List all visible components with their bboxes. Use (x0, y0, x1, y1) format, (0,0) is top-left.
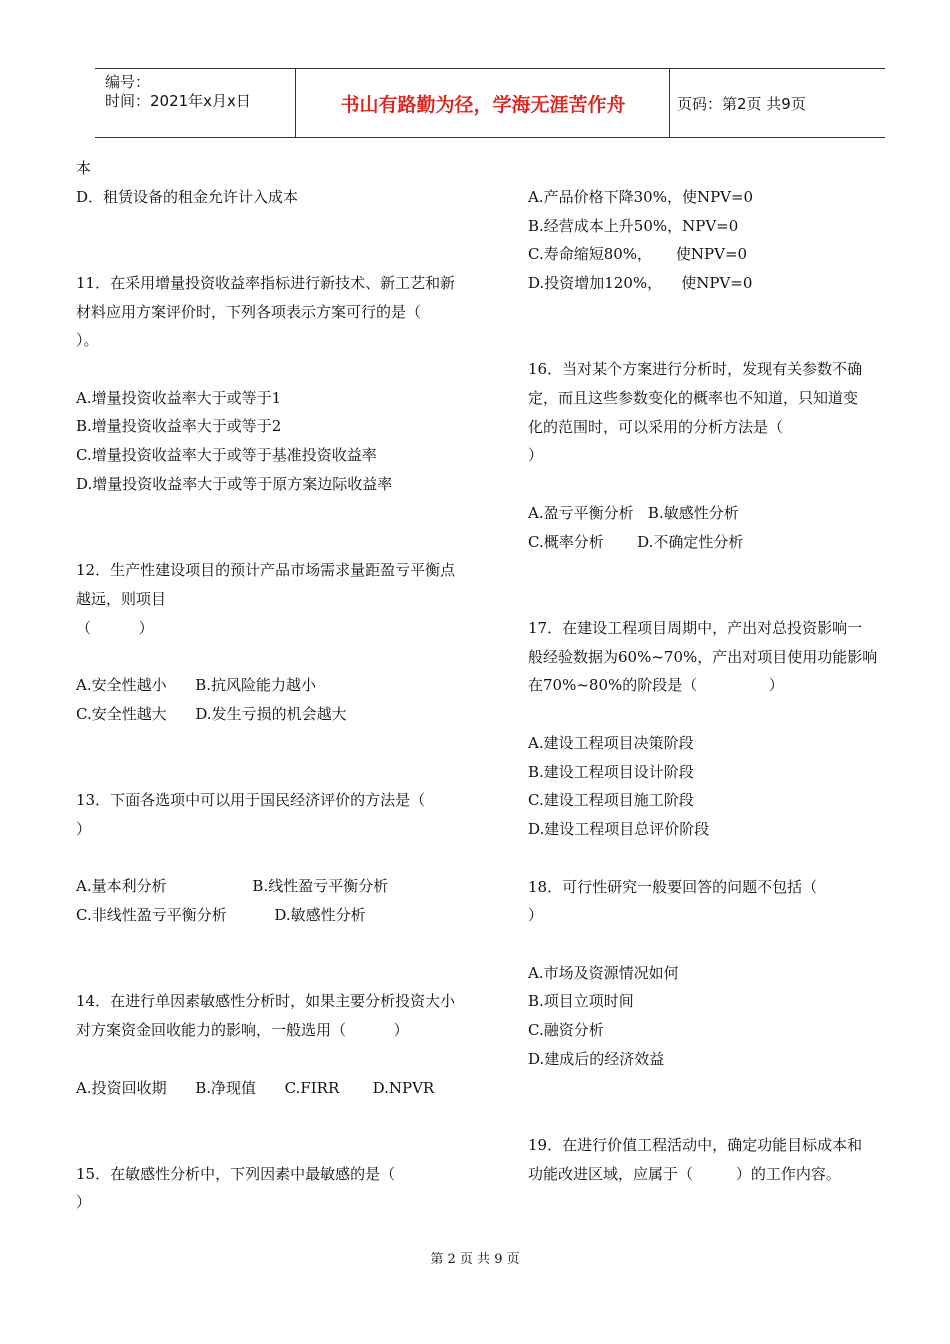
option-b: B.建设工程项目设计阶段 (528, 763, 694, 781)
text-line: ） (76, 820, 92, 838)
header-motto: 书山有路勤为径，学海无涯苦作舟 (340, 93, 626, 116)
text-line: 般经验数据为60%~70%，产出对项目使用功能影响 (528, 648, 878, 666)
text-line: （ ） (76, 619, 154, 637)
text-line: 在70%~80%的阶段是（ ） (528, 676, 784, 694)
option-row: A.量本利分析 B.线性盈亏平衡分析 (76, 877, 389, 895)
text-line: 越远，则项目 (76, 590, 167, 608)
option-row: A.投资回收期 B.净现值 C.FIRR D.NPVR (76, 1079, 435, 1097)
option-row: C.安全性越大 D.发生亏损的机会越大 (76, 705, 347, 723)
option-c: C.增量投资收益率大于或等于基准投资收益率 (76, 446, 377, 464)
page-header (95, 68, 885, 138)
header-divider (669, 69, 670, 137)
question-17: 17．在建设工程项目周期中，产出对总投资影响一 (528, 619, 863, 637)
question-14: 14．在进行单因素敏感性分析时，如果主要分析投资大小 (76, 992, 456, 1010)
document-time-label: 时间：2021年x月x日 (105, 92, 251, 110)
question-11: 11．在采用增量投资收益率指标进行新技术、新工艺和新 (76, 274, 456, 292)
question-12: 12．生产性建设项目的预计产品市场需求量距盈亏平衡点 (76, 561, 456, 579)
option-a: A.产品价格下降30%，使NPV=0 (528, 188, 754, 206)
option-d: D.建设工程项目总评价阶段 (528, 820, 710, 838)
option-row: C.概率分析 D.不确定性分析 (528, 533, 744, 551)
header-page-number: 页码：第2页 共9页 (677, 94, 806, 113)
option-row: A.安全性越小 B.抗风险能力越小 (76, 676, 317, 694)
option-b: B.项目立项时间 (528, 992, 634, 1010)
option-row: C.非线性盈亏平衡分析 D.敏感性分析 (76, 906, 366, 924)
text-line: 对方案资金回收能力的影响，一般选用（ ） (76, 1021, 409, 1039)
text-line: D．租赁设备的租金允许计入成本 (76, 188, 299, 206)
question-16: 16．当对某个方案进行分析时，发现有关参数不确 (528, 360, 863, 378)
option-d: D.建成后的经济效益 (528, 1050, 665, 1068)
option-c: C.融资分析 (528, 1021, 604, 1039)
option-b: B.经营成本上升50%，NPV=0 (528, 217, 739, 235)
text-line: 功能改进区域，应属于（ ）的工作内容。 (528, 1165, 841, 1183)
text-line: 材料应用方案评价时，下列各项表示方案可行的是（ (76, 303, 422, 321)
option-c: C.寿命缩短80%， 使NPV=0 (528, 245, 748, 263)
question-15: 15．在敏感性分析中，下列因素中最敏感的是（ (76, 1165, 396, 1183)
question-19: 19．在进行价值工程活动中，确定功能目标成本和 (528, 1136, 863, 1154)
text-line: ）。 (76, 331, 99, 349)
question-18: 18．可行性研究一般要回答的问题不包括（ (528, 878, 818, 896)
text-line: ） (76, 1193, 92, 1211)
option-b: B.增量投资收益率大于或等于2 (76, 417, 282, 435)
text-line: 化的范围时，可以采用的分析方法是（ (528, 418, 784, 436)
page-footer: 第 2 页 共 9 页 (430, 1252, 520, 1267)
text-line: ） (528, 446, 544, 464)
option-d: D.投资增加120%， 使NPV=0 (528, 274, 753, 292)
option-row: A.盈亏平衡分析 B.敏感性分析 (528, 504, 739, 522)
document-number-label: 编号： (105, 73, 151, 91)
option-a: A.市场及资源情况如何 (528, 964, 679, 982)
option-c: C.建设工程项目施工阶段 (528, 791, 694, 809)
text-line: ） (528, 906, 544, 924)
text-line: 定，而且这些参数变化的概率也不知道，只知道变 (528, 389, 859, 407)
text-line: 本 (76, 159, 92, 177)
option-d: D.增量投资收益率大于或等于原方案边际收益率 (76, 475, 393, 493)
option-a: A.建设工程项目决策阶段 (528, 734, 694, 752)
header-divider (295, 69, 296, 137)
question-13: 13．下面各选项中可以用于国民经济评价的方法是（ (76, 791, 426, 809)
header-meta (105, 73, 295, 111)
option-a: A.增量投资收益率大于或等于1 (76, 389, 282, 407)
